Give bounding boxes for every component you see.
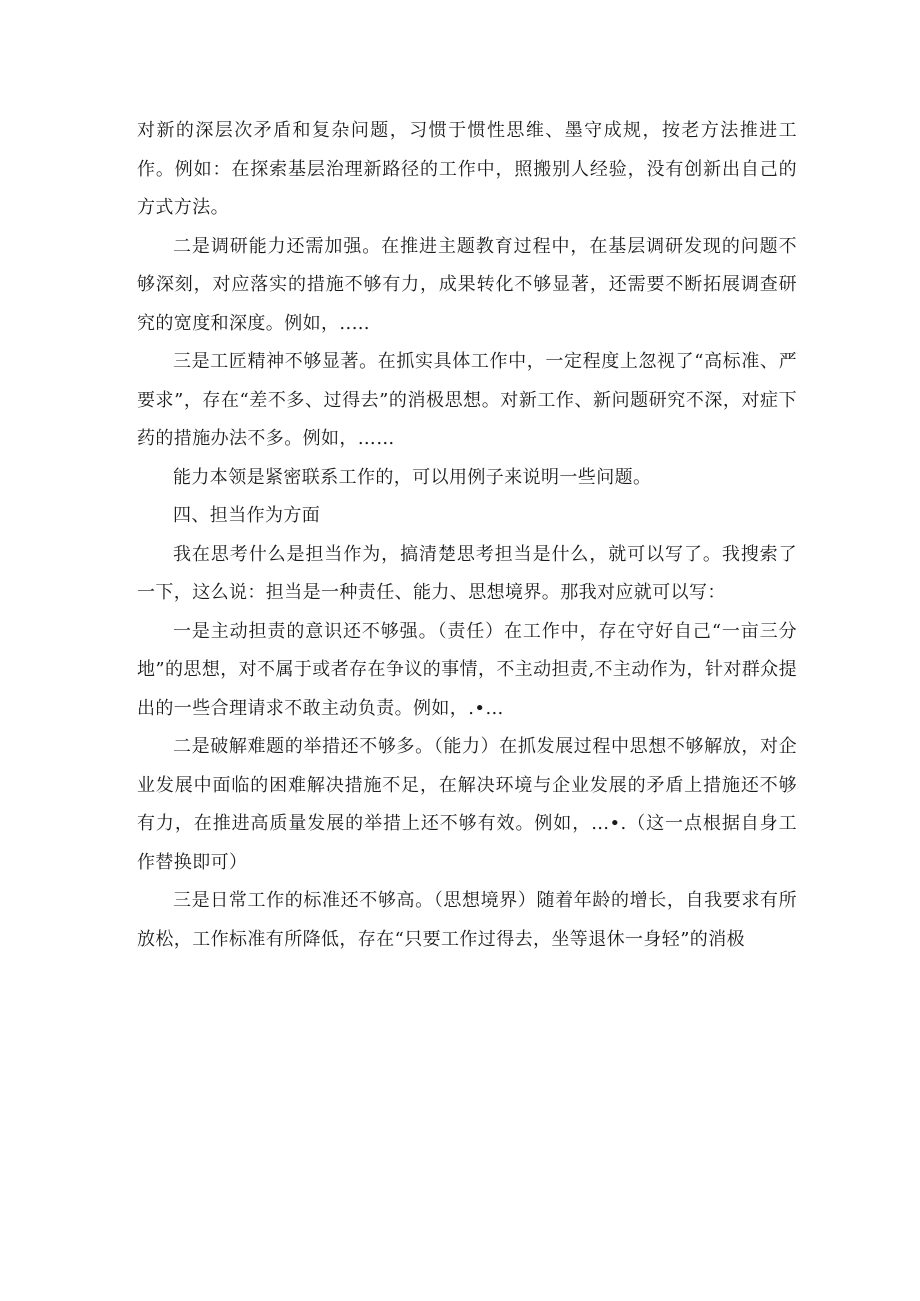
paragraph-responsibility-intro: 我在思考什么是担当作为，搞清楚思考担当是什么，就可以写了。我搜索了一下，这么说：担当是一种责任、能力、思想境界。那我对应就可以写： [137, 543, 797, 603]
paragraph-work-standards: 三是日常工作的标准还不够高。（思想境界）随着年龄的增长，自我要求有所放松，工作标准有所降低，存在“只要工作过得去，坐等退休一身轻”的消极 [137, 890, 797, 950]
section-heading-responsibility: 四、担当作为方面 [173, 505, 321, 526]
paragraph-ability-note: 能力本领是紧密联系工作的，可以用例子来说明一些问题。 [173, 466, 652, 488]
paragraph-continued: 对新的深层次矛盾和复杂问题，习惯于惯性思维、墨守成规，按老方法推进工作。例如：在探索基层治理新路径的工作中，照搬别人经验，没有创新出自己的方式方法。 [137, 120, 797, 218]
paragraph-initiative: 一是主动担责的意识还不够强。（责任）在工作中，存在守好自己“一亩三分地”的思想，对不属于或者存在争议的事情，不主动担责,不主动作为，针对群众提出的一些合理请求不敢主动负责。例如，.•… [137, 620, 797, 719]
document-body [137, 112, 797, 959]
paragraph-research-ability: 二是调研能力还需加强。在推进主题教育过程中，在基层调研发现的问题不够深刻，对应落实的措施不够有力，成果转化不够显著，还需要不断拓展调查研究的宽度和深度。例如，..… [137, 235, 797, 334]
paragraph-craftsman-spirit: 三是工匠精神不够显著。在抓实具体工作中，一定程度上忽视了“高标准、严要求”，存在“差不多、过得去”的消极思想。对新工作、新问题研究不深，对症下药的措施办法不多。例如，…… [137, 351, 797, 449]
paragraph-problem-solving: 二是破解难题的举措还不够多。（能力）在抓发展过程中思想不够解放，对企业发展中面临的困难解决措施不足，在解决环境与企业发展的矛盾上措施还不够有力，在推进高质量发展的举措上还不够有效。例如，…•.（这一点根据自身工作替换即可） [137, 736, 797, 873]
